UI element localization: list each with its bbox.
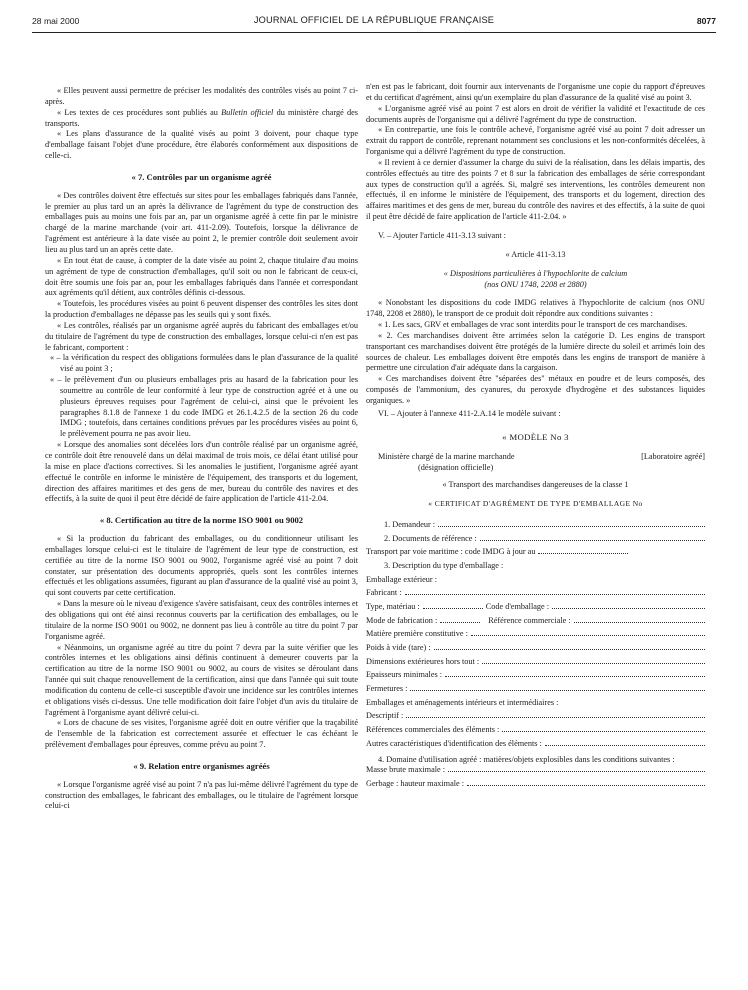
paragraph: n'en est pas le fabricant, doit fournir aux intervenants de l'organisme une copie du rapport d'épreuves et du certificat d'agrément, ainsi qu'un exemplaire du plan d'assurance de la qualité visé au point 3.	[366, 82, 705, 102]
form-field-descriptif: Descriptif :	[366, 711, 705, 725]
fill-in-line	[545, 745, 705, 746]
form-field-autres: Autres caractéristiques d'identification des éléments :	[366, 739, 705, 753]
fill-in-line	[405, 594, 705, 595]
bullet-item: « – le prélèvement d'un ou plusieurs emballages pris au hasard de la fabrication pour les soumettre au contrôle de leur conformité à leur type de construction agréé et à une ou plusieurs épreuves requises pour l'agrément de celui-ci, ainsi que le prévoient les paragraphes 8.1.8 de l'annexe 1 du code IMDG et 26.1.4.2.5 de la section 26 du code IMDG ; toutefois, dans certaines conditions prévues par les procédures visées au point 6, le prélèvement pourra ne pas avoir lieu.	[50, 375, 358, 439]
form-field-description: 3. Description du type d'emballage :	[384, 560, 504, 570]
form-field-gerbage: Gerbage : hauteur maximale :	[366, 779, 705, 793]
paragraph: « En tout état de cause, à compter de la date visée au point 2, chaque titulaire d'au moins un agrément de type de construction d'emballages, qu'il soit ou non le fabricant de ceux-ci, doit être soumis une fois par an, pour les emballages fabriqués dans l'année et correspondant aux agréments qu'il détient, aux contrôles définis ci-dessous.	[45, 255, 358, 298]
article-title: « Article 411-3.13	[505, 249, 566, 259]
fill-in-line	[502, 731, 705, 732]
paragraph: « Lorsque l'organisme agréé visé au point 7 n'a pas lui-même délivré l'agrément du type de construction des emballages, le fabricant des emballages, ou le titulaire de l'agrément lorsque celui-ci	[45, 779, 358, 811]
header-journal-title: JOURNAL OFFICIEL DE LA RÉPUBLIQUE FRANÇAISE	[253, 15, 495, 25]
form-field-emballages-interieurs: Emballages et aménagements intérieurs et intermédiaires :	[366, 697, 559, 707]
fill-in-line	[482, 663, 705, 664]
paragraph: « Il revient à ce dernier d'assumer la charge du suivi de la réalisation, dans les délais impartis, des contrôles effectués au titre des points 7 et 8 sur la fabrication des emballages de série correspondant aux types de construction qu'il a agréés. Si, malgré ses interventions, les contrôles demeurent non effectués, il en informe le ministère de l'équipement, des transports et du logement, direction des affaires maritimes et des gens de mer, bureau du contrôle des navires et des effectifs, à la suite de quoi il peut être décidé de faire application de l'article 411-2.04. »	[366, 157, 705, 222]
fill-in-line	[406, 717, 705, 718]
page-header	[32, 14, 716, 33]
section-heading-9: « 9. Relation entre organismes agréés	[133, 760, 270, 771]
paragraph: « Toutefois, les procédures visées au point 6 peuvent dispenser des contrôles les sites dont la production d'emballages ne dépasse pas les seuils qui y sont fixés.	[45, 299, 358, 320]
section-heading-7: « 7. Contrôles par un organisme agréé	[131, 171, 272, 182]
form-field-dimensions: Dimensions extérieures hors tout :	[366, 657, 705, 671]
transport-line: « Transport des marchandises dangereuses de la classe 1	[442, 480, 629, 490]
paragraph: « Lorsque des anomalies sont décelées lors d'un contrôle réalisé par un organisme agréé, ce contrôle doit être renouvelé dans un délai maximal de trois mois, ce délai étant utilisé pour la mise en place d'actions correctives. Si les anomalies le justifient, l'organisme agréé ayant effectué le contrôle en informe le ministère de l'équipement, des transports et du logement, direction des affaires maritimes et des gens de mer, bureau du contrôle des navires et des effectifs, à la suite de quoi il peut être décidé de faire application de l'article 411-2.04.	[45, 440, 358, 504]
paragraph: « Elles peuvent aussi permettre de préciser les modalités des contrôles visés au point 7 ci-après.	[45, 86, 358, 106]
fill-in-line	[438, 526, 705, 527]
form-field-transport: Transport par voie maritime : code IMDG à jour au	[366, 547, 705, 561]
form-field-mode-fabrication: Mode de fabrication : Référence commerciale :	[366, 616, 705, 630]
bulletin-officiel-italic: Bulletin officiel	[221, 107, 274, 117]
fill-in-line	[471, 635, 705, 636]
paragraph: « Lors de chacune de ses visites, l'organisme agréé doit en outre vérifier que la traçabilité de l'ensemble de la fabrication est correctement assurée et effectuer le cas échéant le prélèvement d'emballages pour épreuves, comme prévu au point 7.	[45, 718, 358, 750]
fill-in-line	[434, 649, 705, 650]
ministry-name: Ministère chargé de la marine marchande	[378, 452, 515, 462]
fill-in-line	[574, 622, 705, 623]
paragraph: « Ces marchandises doivent être "séparées des" métaux en poudre et de leurs composés, des composés de l'ammonium, des cyanures, du peroxyde d'hydrogène et des substances liquides organiques. »	[366, 374, 705, 405]
article-subtitle: « Dispositions particulières à l'hypochlorite de calcium	[443, 268, 628, 278]
fill-in-line	[467, 785, 705, 786]
paragraph: « Nonobstant les dispositions du code IMDG relatives à l'hypochlorite de calcium (nos ONU 1748, 2208 et 2880), le transport de ce produit doit répondre aux conditions suivantes :	[366, 298, 705, 319]
paragraph: « 2. Ces marchandises doivent être arrimées selon la catégorie D. Les engins de transport transportant ces marchandises doivent être protégés de la lumière directe du soleil et arrimés loin des sources de chaleur. Les emballages doivent être empotés dans les engins de transport de manière à permettre une circulation d'air adéquate dans la cargaison.	[366, 330, 705, 373]
form-field-domaine: 4. Domaine d'utilisation agréé : matières/objets explosibles dans les conditions suivantes :	[378, 754, 675, 764]
paragraph: « Les plans d'assurance de la qualité visés au point 3 doivent, pour chaque type d'emballage faisant l'objet d'une procédure, être élaborés conformément aux dispositions de celle-ci.	[45, 129, 358, 161]
paragraph: « 1. Les sacs, GRV et emballages de vrac sont interdits pour le transport de ces marchandises.	[378, 320, 688, 330]
paragraph: « Néanmoins, un organisme agréé au titre du point 7 devra par la suite vérifier que les contrôles internes et les obligations ainsi définis continuent à demeurer couverts par la certification au titre de la norme ISO 9001 ou 9002, au cours de visites se déroulant dans l'année qui suit chaque renouvellement de la certification, ainsi que dans l'année qui suit toute modification du contenu de celle-ci susceptible d'avoir une incidence sur les contrôles internes et obligations visés ci-dessus. Une telle modification doit faire l'objet d'un avis du titulaire de l'agrément à l'organisme ayant délivré celui-ci.	[45, 642, 358, 717]
fill-in-line	[538, 553, 628, 554]
form-field-type-materiau: Type, matériau : Code d'emballage :	[366, 602, 705, 616]
paragraph: « Des contrôles doivent être effectués sur sites pour les emballages fabriqués dans l'année, le premier au plus tard un an après la délivrance de l'agrément du type de construction des emballages puis au moins une fois par an, par un organisme agréé à cette fin par le ministre chargé de la marine marchande (voir art. 411-2.09). Toutefois, lorsque la délivrance de l'agrément est antérieure à la date visée au point 2, le premier contrôle doit seulement avoir lieu au plus tard un an après cette date.	[45, 190, 358, 254]
laboratory-label: [Laboratoire agréé]	[641, 452, 705, 462]
bullet-item: « – la vérification du respect des obligations formulées dans le plan d'assurance de la qualité visé au point 3 ;	[50, 353, 358, 374]
form-field-fermetures: Fermetures :	[366, 684, 705, 698]
amendment-vi: VI. – Ajouter à l'annexe 411-2.A.14 le modèle suivant :	[378, 408, 561, 418]
ministry-line	[366, 452, 705, 463]
fill-in-line	[423, 608, 483, 609]
fill-in-line	[448, 771, 705, 772]
paragraph: « En contrepartie, une fois le contrôle achevé, l'organisme agréé visé au point 7 doit adresser un extrait du rapport de contrôle, reprenant notamment ses conclusions et les non-conformités décelées, à l'organisme qui a délivré l'agrément du type de construction.	[366, 125, 705, 157]
paragraph: « Les textes de ces procédures sont publiés au Bulletin officiel du ministère chargé des transports.	[45, 107, 359, 128]
form-field-matiere: Matière première constitutive :	[366, 629, 705, 643]
form-field-references: Références commerciales des éléments :	[366, 725, 705, 739]
official-designation: (désignation officielle)	[418, 463, 494, 473]
fill-in-line	[440, 622, 480, 623]
certificate-title: « CERTIFICAT D'AGRÉMENT DE TYPE D'EMBALLAGE No	[428, 499, 643, 508]
amendment-v: V. – Ajouter l'article 411-3.13 suivant :	[378, 230, 506, 240]
fill-in-line	[445, 676, 705, 677]
paragraph: « Si la production du fabricant des emballages, ou du conditionneur utilisant les emballages lorsque celui-ci est le titulaire de l'agrément de leur type de construction, est certifiée au titre de la norme ISO 9001 ou 9002, l'organisme agréé visé au point 7 doit constater, sur présentation des documents appropriés, quels sont les contrôles internes effectués et les obligations assumées, figurant au plan d'assurance de la qualité visé au point 3, qui sont couverts par cette certification.	[45, 534, 358, 598]
paragraph: « Dans la mesure où le niveau d'exigence s'avère satisfaisant, ceux des contrôles internes et des obligations qui ont été ainsi reconnus couverts par la certification des emballages, ou le titulaire de la norme ISO 9001 ou 9002, ne donnent pas lieu à contrôle au titre du point 7 par l'organisme agréé.	[45, 599, 359, 641]
article-subtitle-numbers: (nos ONU 1748, 2208 et 2880)	[484, 279, 587, 289]
form-field-poids: Poids à vide (tare) :	[366, 643, 705, 657]
paragraph: « L'organisme agréé visé au point 7 est alors en droit de vérifier la validité et l'exactitude de ces documents auprès de l'organisme qui a délivré l'agrément du type de construction.	[366, 103, 705, 124]
fill-in-line	[552, 608, 705, 609]
header-date: 28 mai 2000	[32, 16, 80, 26]
form-field-documents: 2. Documents de référence :	[366, 534, 705, 548]
right-column	[366, 82, 705, 793]
paragraph: « Les contrôles, réalisés par un organisme agréé auprès du fabricant des emballages et/ou du titulaire de l'agrément du type de construction des emballages, lorsque celui-ci n'en est pas le fabricant, comportent :	[45, 320, 358, 352]
form-field-emballage-exterieur: Emballage extérieur :	[366, 574, 438, 584]
form-field-demandeur: 1. Demandeur :	[366, 520, 705, 534]
fill-in-line	[480, 540, 705, 541]
fill-in-line	[410, 690, 705, 691]
header-page-number: 8077	[696, 16, 716, 26]
model-title: « MODÈLE No 3	[502, 431, 569, 442]
section-heading-8: « 8. Certification au titre de la norme ISO 9001 ou 9002	[99, 515, 304, 526]
form-field-fabricant: Fabricant :	[366, 588, 705, 602]
form-field-epaisseurs: Epaisseurs minimales :	[366, 670, 705, 684]
left-column	[45, 86, 358, 812]
form-field-masse: Masse brute maximale :	[366, 765, 705, 779]
